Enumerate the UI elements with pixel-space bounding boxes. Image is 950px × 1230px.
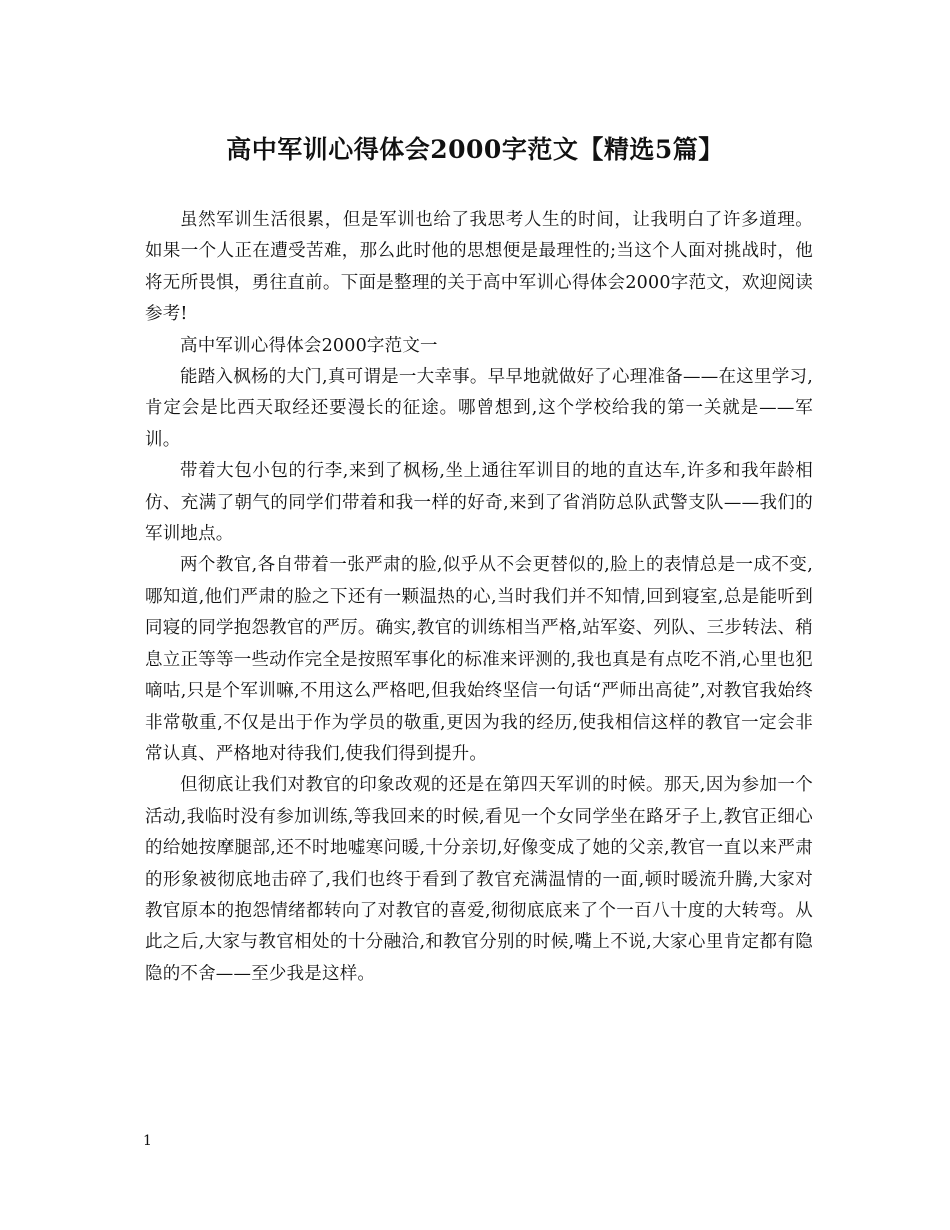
page-number: 1 [143,1133,152,1149]
body-paragraph: 但彻底让我们对教官的印象改观的还是在第四天军训的时候。那天,因为参加一个活动,我临时没有参加训练,等我回来的时候,看见一个女同学坐在路牙子上,教官正细心的给她按摩腿部,还不时地嘘寒问暖,十分亲切,好像变成了她的父亲,教官一直以来严肃的形象被彻底地击碎了,我们也终于看到了教官充满温情的一面,顿时暖流升腾,大家对教官原本的抱怨情绪都转向了对教官的喜爱,彻彻底底来了个一百八十度的大转弯。从此之后,大家与教官相处的十分融洽,和教官分别的时候,嘴上不说,大家心里肯定都有隐隐的不舍——至少我是这样。 [145,775,813,984]
body-paragraph: 带着大包小包的行李,来到了枫杨,坐上通往军训目的地的直达车,许多和我年龄相仿、充满了朝气的同学们带着和我一样的好奇,来到了省消防总队武警支队——我们的军训地点。 [145,461,813,545]
section-heading: 高中军训心得体会2000字范文一 [180,335,438,356]
body-paragraph: 两个教官,各自带着一张严肃的脸,似乎从不会更替似的,脸上的表情总是一成不变,哪知道,他们严肃的脸之下还有一颗温热的心,当时我们并不知情,回到寝室,总是能听到同寝的同学抱怨教官的严厉。确实,教官的训练相当严格,站军姿、列队、三步转法、稍息立正等等一些动作完全是按照军事化的标准来评测的,我也真是有点吃不消,心里也犯嘀咕,只是个军训嘛,不用这么严格吧,但我始终坚信一句话“严师出高徒”,对教官我始终非常敬重,不仅是出于作为学员的敬重,更因为我的经历,使我相信这样的教官一定会非常认真、严格地对待我们,使我们得到提升。 [145,555,813,764]
body-paragraph: 能踏入枫杨的大门,真可谓是一大幸事。早早地就做好了心理准备——在这里学习,肯定会是比西天取经还要漫长的征途。哪曾想到,这个学校给我的第一关就是——军训。 [145,367,813,450]
document-title: 高中军训心得体会2000字范文【精选5篇】 [226,135,724,164]
intro-paragraph: 虽然军训生活很累，但是军训也给了我思考人生的时间，让我明白了许多道理。如果一个人正在遭受苦难，那么此时他的思想便是最理性的;当这个人面对挑战时，他将无所畏惧，勇往直前。下面是整理的关于高中军训心得体会2000字范文，欢迎阅读参考! [145,210,813,325]
document-body [145,205,813,990]
